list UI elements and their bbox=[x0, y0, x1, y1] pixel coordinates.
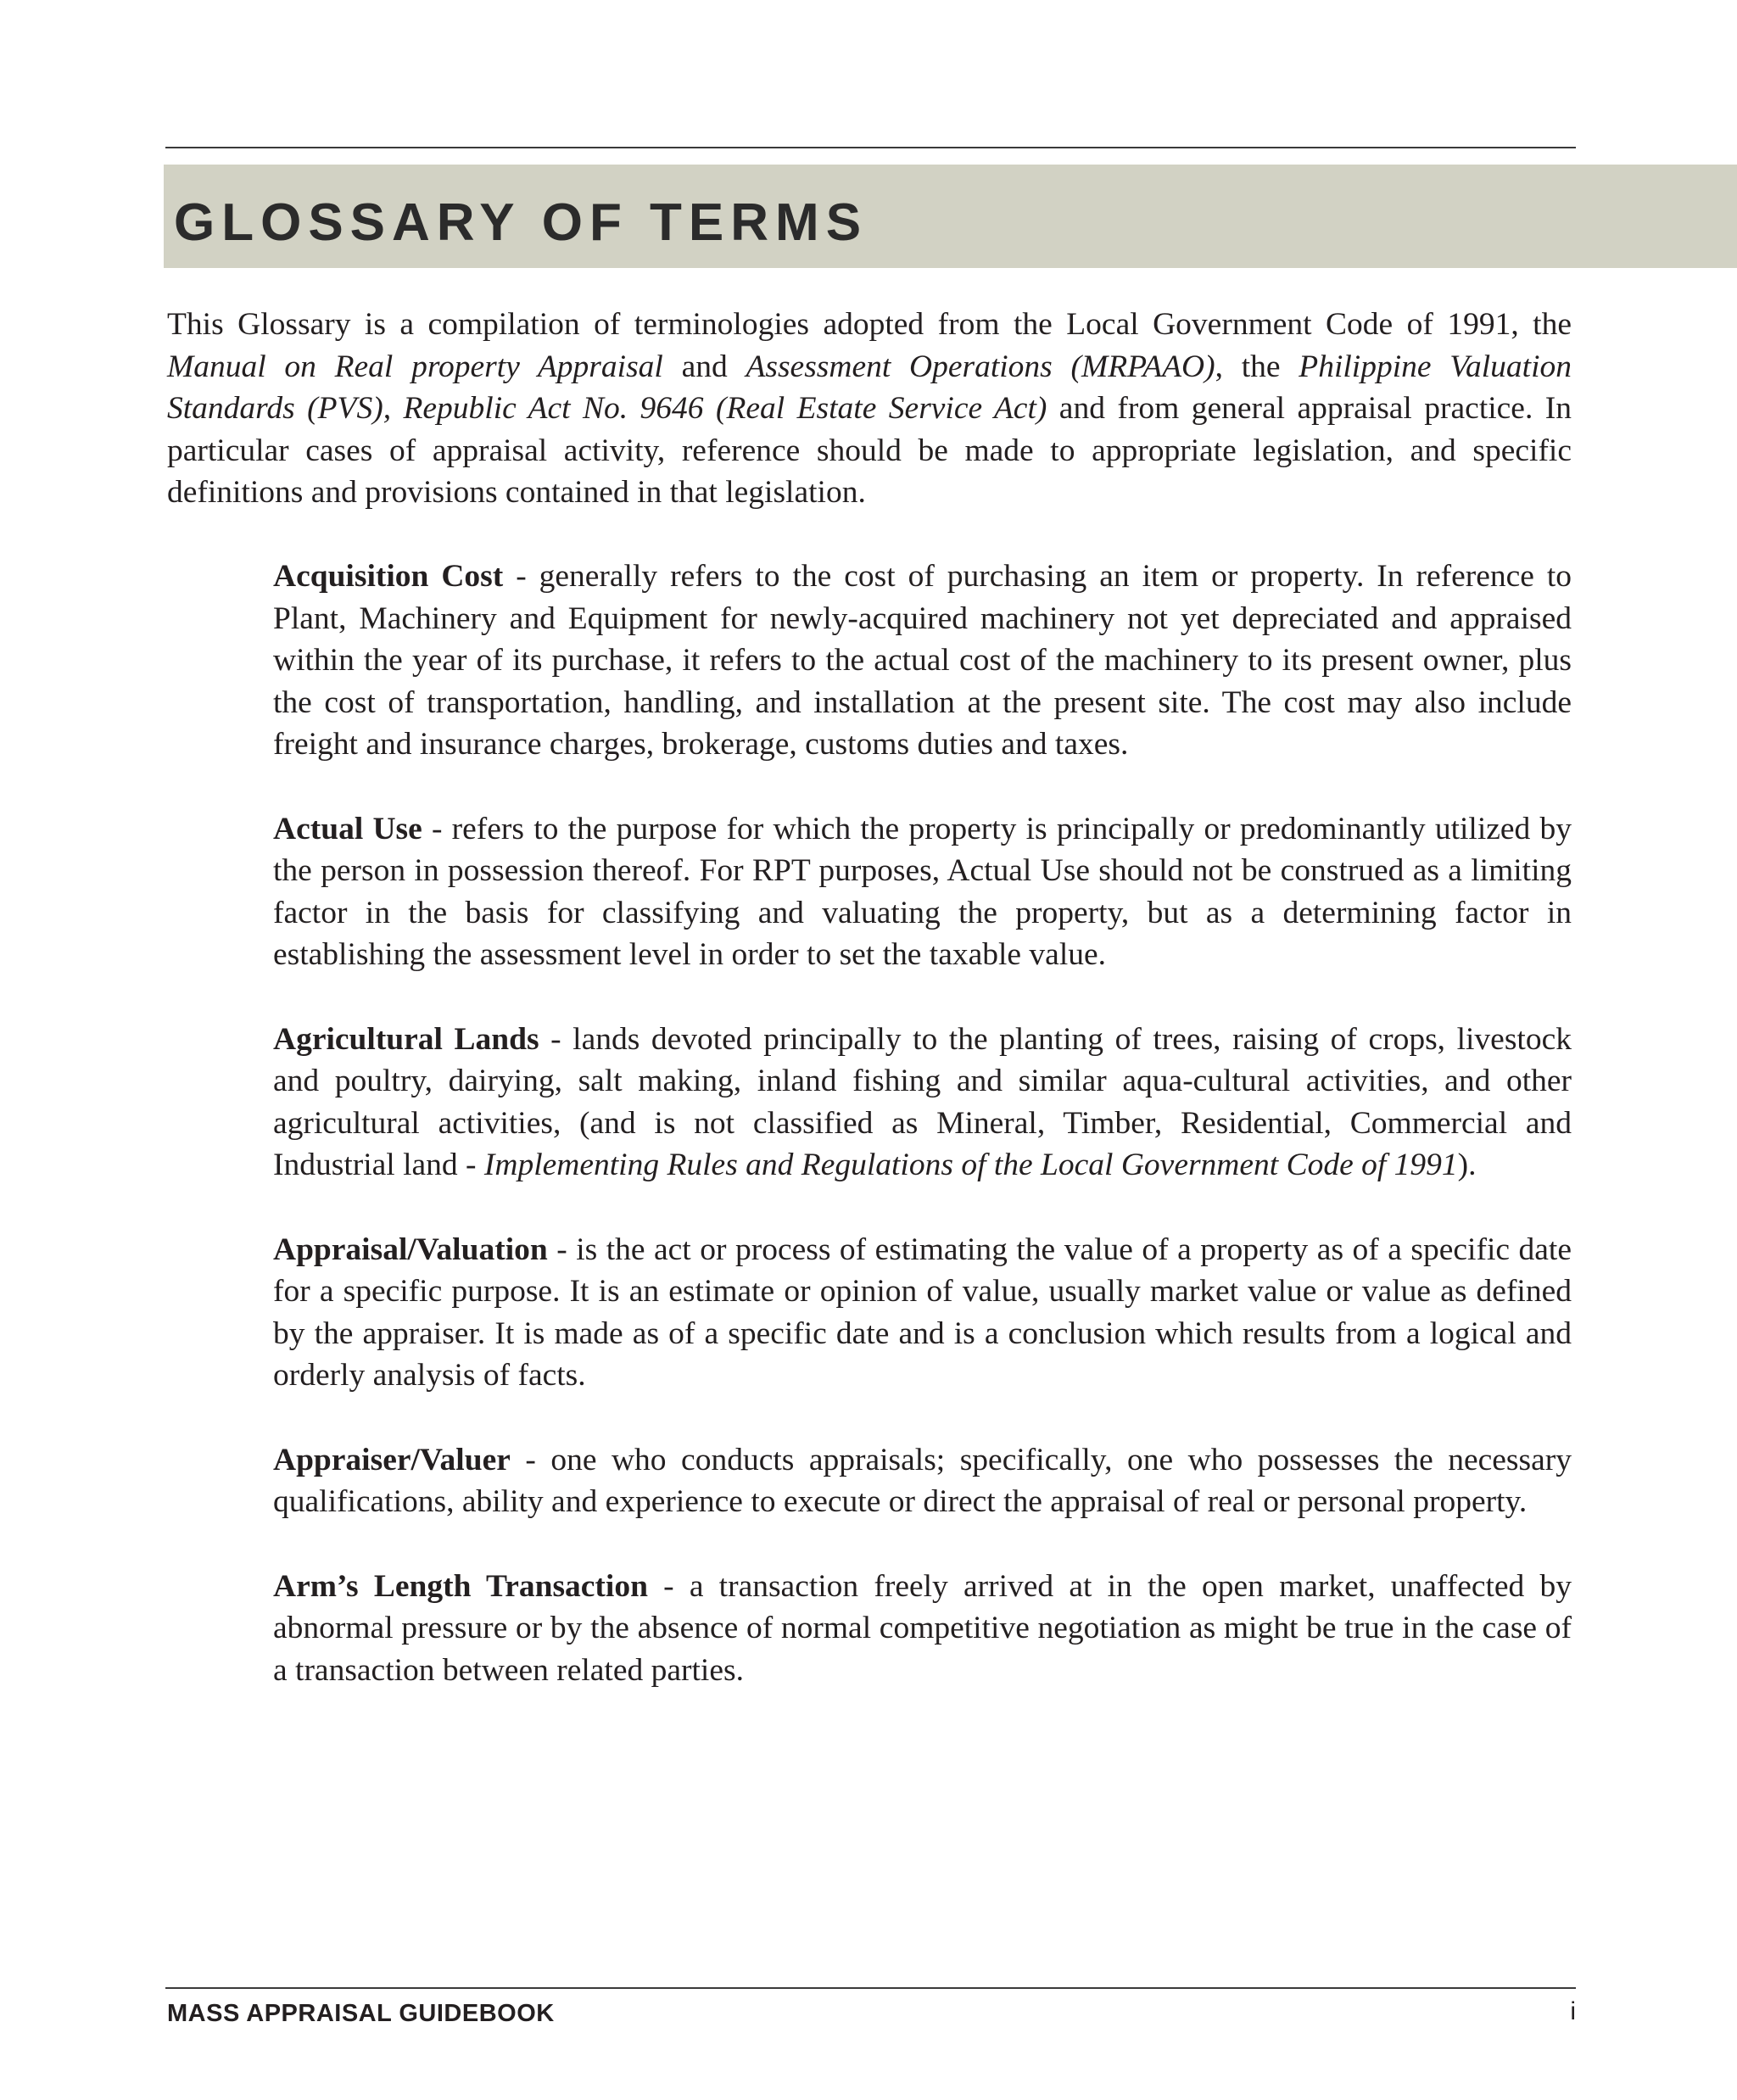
term-separator: - bbox=[647, 1568, 690, 1604]
intro-text-3: , the bbox=[1215, 349, 1299, 384]
glossary-entry-agricultural-lands bbox=[273, 1019, 1572, 1187]
glossary-entry-arms-length-transaction bbox=[273, 1566, 1572, 1692]
glossary-list bbox=[273, 556, 1572, 1734]
glossary-entry-appraisal-valuation bbox=[273, 1229, 1572, 1397]
glossary-term: Arm’s Length Transaction bbox=[273, 1568, 648, 1604]
glossary-source-reference: Implementing Rules and Regulations of the Local Government Code of 1991 bbox=[483, 1148, 1458, 1182]
glossary-definition: lands devoted principally to the planting of trees, raising of crops, livestock and poultry, dairying, salt making, inland fishing and similar aqua-cultural activities, and other agricultural activities, (and is not classified as Mineral, Timber, Residential, Commercial and Industrial land - bbox=[273, 1021, 1572, 1182]
glossary-term: Actual Use bbox=[273, 811, 422, 846]
term-separator: - bbox=[503, 559, 539, 594]
intro-text-2: and bbox=[662, 349, 746, 384]
intro-text-1: This Glossary is a compilation of terminologies adopted from the Local Government Code of 1991, the bbox=[167, 307, 1572, 342]
footer-label: MASS APPRAISAL GUIDEBOOK bbox=[167, 2000, 555, 2027]
glossary-term: Acquisition Cost bbox=[273, 559, 504, 594]
page-number: i bbox=[1570, 1997, 1576, 2025]
glossary-definition: generally refers to the cost of purchasing an item or property. In reference to Plant, Machinery and Equipment for newly-acquired machinery not yet depreciated and appraised within the year of its purchase, it refers to the actual cost of the machinery to its present owner, plus the cost of transportation, handling, and installation at the present site. The cost may also include freight and insurance charges, brokerage, customs duties and taxes. bbox=[273, 559, 1572, 762]
intro-italic-1: Manual on Real property Appraisal bbox=[167, 349, 663, 384]
glossary-definition: one who conducts appraisals; specifically, one who possesses the necessary qualifications, ability and experience to execute or direct the appraisal of real or personal property. bbox=[273, 1442, 1572, 1519]
top-rule bbox=[165, 147, 1576, 148]
glossary-definition: refers to the purpose for which the property is principally or predominantly utilized by the person in possession thereof. For RPT purposes, Actual Use should not be construed as a limiting factor in the basis for classifying and valuating the property, but as a determining factor in establishing the assessment level in order to set the taxable value. bbox=[273, 811, 1572, 972]
intro-paragraph bbox=[167, 304, 1572, 514]
intro-text-4: and from general appraisal practice. In particular cases of appraisal activity, reference should be made to appropriate legislation, and specific definitions and provisions contained in that legislation. bbox=[167, 391, 1572, 510]
glossary-definition: a transaction freely arrived at in the open market, unaffected by abnormal pressure or by the absence of normal competitive negotiation as might be true in the case of a transaction between related parties. bbox=[273, 1568, 1572, 1688]
footer-rule bbox=[165, 1987, 1576, 1989]
intro-italic-2: Assessment Operations (MRPAAO) bbox=[746, 349, 1215, 384]
term-separator: - bbox=[539, 1021, 573, 1057]
glossary-term: Appraiser/Valuer bbox=[273, 1442, 511, 1477]
glossary-entry-appraiser-valuer bbox=[273, 1439, 1572, 1523]
intro-italic-3: Philippine Valuation Standards (PVS), Republic Act No. 9646 (Real Estate Service Act) bbox=[167, 349, 1572, 426]
term-separator: - bbox=[510, 1442, 551, 1477]
page-title: GLOSSARY OF TERMS bbox=[174, 193, 868, 252]
glossary-term: Agricultural Lands bbox=[273, 1021, 539, 1057]
glossary-entry-actual-use bbox=[273, 808, 1572, 976]
glossary-definition-tail: ). bbox=[1457, 1148, 1477, 1182]
glossary-term: Appraisal/Valuation bbox=[273, 1232, 548, 1267]
glossary-entry-acquisition-cost bbox=[273, 556, 1572, 766]
glossary-definition: is the act or process of estimating the value of a property as of a specific date for a specific purpose. It is an estimate or opinion of value, usually market value or value as defined by the appraiser. It is made as of a specific date and is a conclusion which results from a logical and orderly analysis of facts. bbox=[273, 1232, 1572, 1393]
term-separator: - bbox=[422, 811, 452, 846]
term-separator: - bbox=[547, 1232, 577, 1267]
